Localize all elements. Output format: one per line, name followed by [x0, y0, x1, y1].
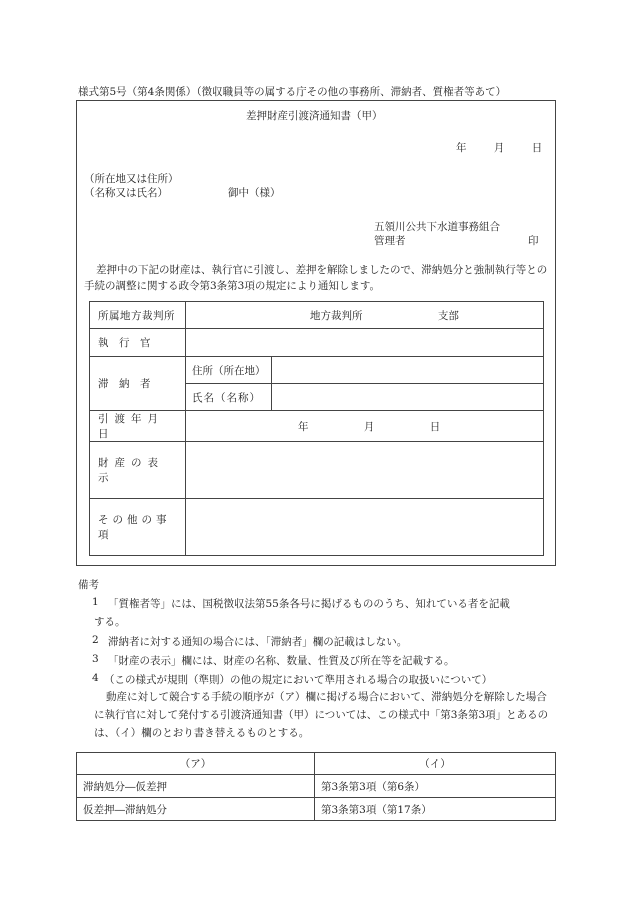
handover-date-label: 引渡年月日	[90, 411, 186, 442]
date-day: 日	[531, 142, 543, 154]
court-value: 地方裁判所	[310, 309, 363, 322]
replace-header-b: （イ）	[315, 753, 556, 775]
remark-2-num: 2	[92, 634, 99, 646]
other-label: その他の事項	[90, 499, 186, 556]
recipient-name: （名称又は氏名）	[84, 187, 168, 199]
replace-header-a: （ア）	[77, 753, 315, 775]
handover-day: 日	[429, 420, 441, 433]
date-year: 年	[456, 142, 467, 154]
sender-title: 管理者	[374, 235, 406, 247]
remark-2-text: 滞納者に対する通知の場合には、「滞納者」欄の記載はしない。	[108, 636, 408, 648]
remark-1-num: 1	[92, 596, 99, 608]
date-month: 月	[493, 142, 505, 154]
remark-4-body: 動産に対して競合する手続の順序が（ア）欄に掲げる場合において、滞納処分を解除した場合に執行官に対して発付する引渡済通知書（甲）については、この様式中「第3条第3項」とあるのは、（イ）欄のとおり書き替えるものとする。	[94, 691, 549, 739]
notice-title: 差押財産引渡済通知書（甲）	[246, 110, 383, 122]
remarks-heading: 備考	[78, 579, 99, 591]
replace-table	[76, 752, 556, 821]
detail-table	[89, 301, 544, 556]
replace-row-2-b: 第3条第3項（第17条）	[315, 798, 556, 821]
branch-value: 支部	[437, 309, 459, 322]
remark-1-cont: する。	[94, 616, 126, 628]
property-label: 財産の表示	[90, 442, 186, 499]
notice-body: 差押中の下記の財産は、執行官に引渡し、差押を解除しましたので、滞納処分と強制執行等との手続の調整に関する政令第3条第3項の規定により通知します。	[84, 264, 548, 292]
remark-4-num: 4	[92, 672, 99, 684]
delinquent-label: 滞 納 者	[90, 357, 186, 411]
handover-month: 月	[363, 420, 375, 433]
replace-row-1-b: 第3条第3項（第6条）	[315, 775, 556, 798]
recipient-honorific: 御中（様）	[228, 187, 281, 199]
property-value	[186, 442, 544, 499]
officer-label: 執 行 官	[90, 329, 186, 357]
seal-mark: 印	[528, 235, 539, 247]
remark-3-num: 3	[92, 653, 99, 665]
notice-date	[456, 140, 542, 155]
address-label: 住所（所在地）	[186, 357, 272, 384]
remark-3-text: 「財産の表示」欄には、財産の名称、数量、性質及び所在等を記載する。	[108, 655, 455, 667]
handover-year: 年	[298, 420, 309, 433]
replace-row-1-a: 滞納処分―仮差押	[77, 775, 315, 798]
address-value	[272, 357, 544, 384]
court-cell	[186, 302, 544, 329]
officer-value	[186, 329, 544, 357]
name-value	[272, 384, 544, 411]
name-label: 氏名（名称）	[186, 384, 272, 411]
other-value	[186, 499, 544, 556]
sender-org: 五領川公共下水道事務組合	[374, 221, 500, 233]
replace-row-2-a: 仮差押―滞納処分	[77, 798, 315, 821]
court-label: 所属地方裁判所	[90, 302, 186, 329]
form-title: 様式第5号（第4条関係）（徴収職員等の属する庁その他の事務所、滞納者、質権者等あて）	[78, 86, 507, 98]
handover-date-cell	[186, 411, 544, 442]
remark-1-text: 「質権者等」には、国税徴収法第55条各号に掲げるもののうち、知れている者を記載	[108, 598, 510, 610]
recipient-address: （所在地又は住所）	[84, 173, 179, 185]
remark-4-text: （この様式が規則（準則）の他の規定において準用される場合の取扱いについて）	[104, 674, 493, 686]
